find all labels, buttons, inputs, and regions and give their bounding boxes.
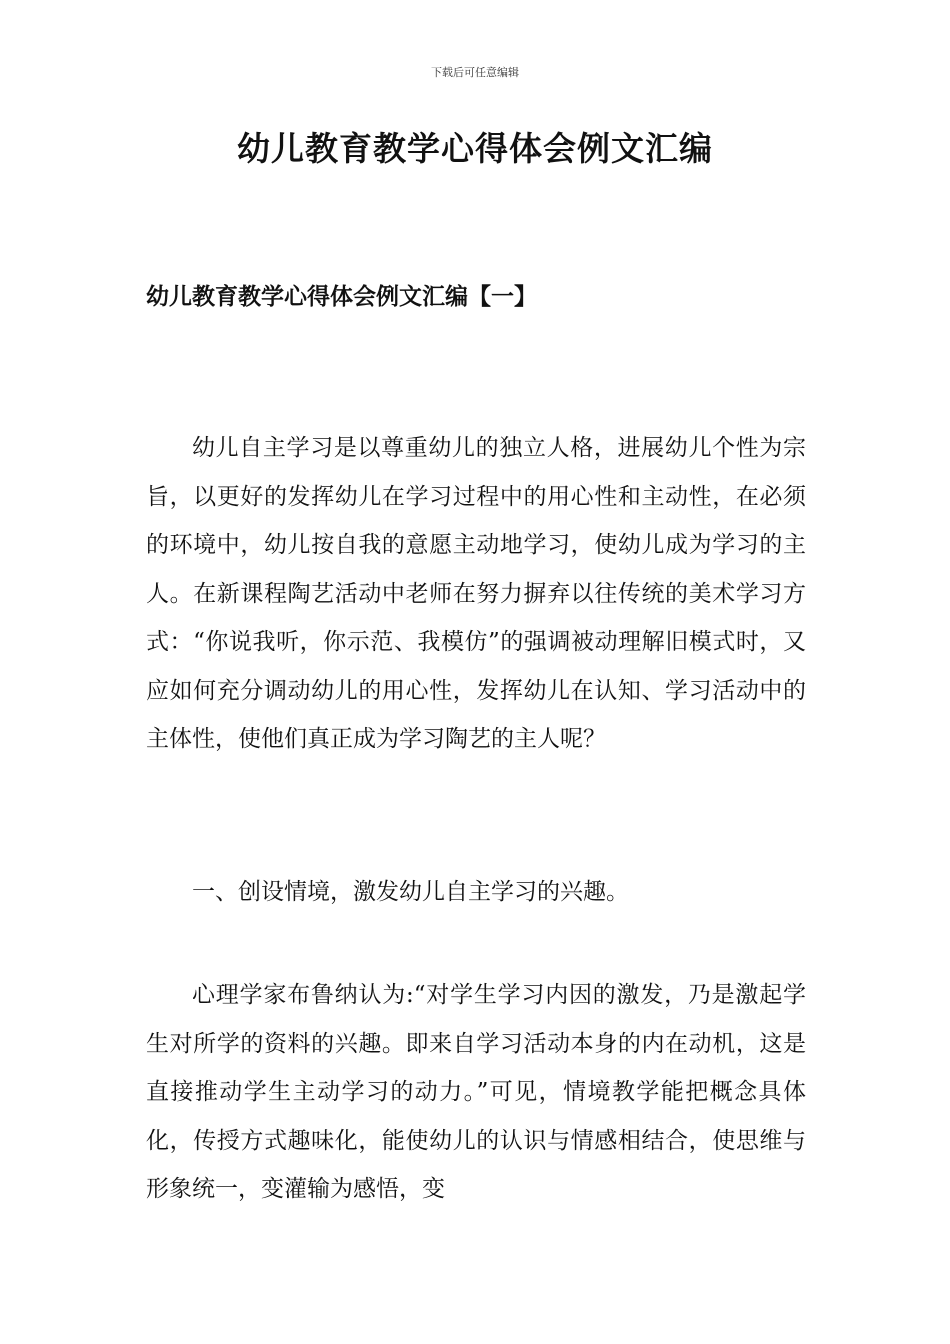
paragraph-point-one: 一、创设情境，激发幼儿自主学习的兴趣。 [192, 879, 629, 905]
section-heading: 幼儿教育教学心得体会例文汇编【一】 [146, 283, 537, 310]
paragraph-intro: 幼儿自主学习是以尊重幼儿的独立人格，进展幼儿个性为宗旨，以更好的发挥幼儿在学习过程中的用心性和主动性，在必须的环境中，幼儿按自我的意愿主动地学习，使幼儿成为学习的主人。在新课程陶艺活动中老师在努力摒弃以往传统的美术学习方式：“你说我听，你示范、我模仿”的强调被动理解旧模式时，又应如何充分调动幼儿的用心性，发挥幼儿在认知、学习活动中的主体性，使他们真正成为学习陶艺的主人呢？ [146, 435, 806, 752]
paragraph-bruner-quote: 心理学家布鲁纳认为:“对学生学习内因的激发，乃是激起学生对所学的资料的兴趣。即来自学习活动本身的内在动机，这是直接推动学生主动学习的动力。”可见，情境教学能把概念具体化，传授方式趣味化，能使幼儿的认识与情感相结合，使思维与形象统一，变灌输为感悟，变 [146, 982, 806, 1202]
document-title: 幼儿教育教学心得体会例文汇编 [237, 129, 713, 168]
header-note: 下载后可任意编辑 [431, 66, 519, 79]
